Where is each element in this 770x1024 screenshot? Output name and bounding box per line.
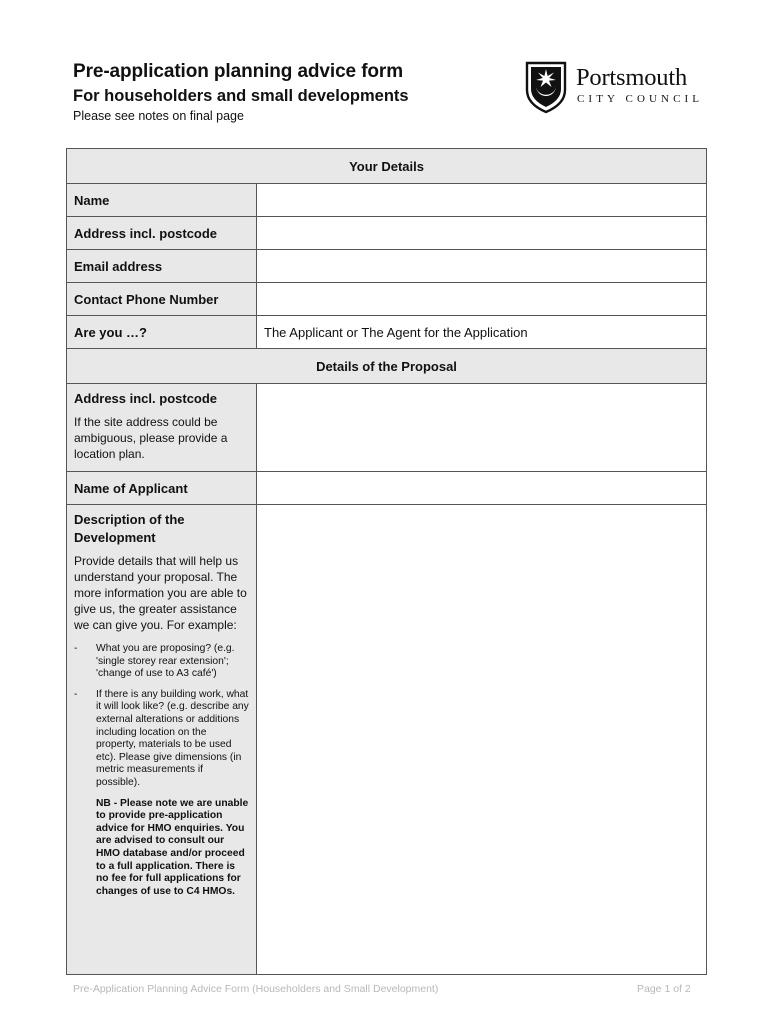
example-1-text: What you are proposing? (e.g. 'single storey rear extension'; 'change of use to A3 café') xyxy=(96,643,235,680)
hmo-note: NB - Please note we are unable to provide pre-application advice for HMO enquiries. You are advised to consult our HMO database and/or proceed to a full application. There is no fee for full applications for changes of use to C4 HMOs. xyxy=(96,797,249,897)
form-subtitle: For householders and small developments xyxy=(73,87,409,105)
description-help: Provide details that will help us understand your proposal. The more information you are able to give us, the greater assistance we can give you. For example: xyxy=(74,554,247,632)
council-logo xyxy=(524,60,714,120)
examples-list xyxy=(74,643,249,790)
form-title: Pre-application planning advice form xyxy=(73,61,404,82)
footer-document-name: Pre-Application Planning Advice Form (Householders and Small Development) xyxy=(73,983,439,995)
email-field[interactable] xyxy=(257,250,707,283)
are-you-field[interactable]: The Applicant or The Agent for the Application xyxy=(257,316,707,349)
section-proposal: Details of the Proposal xyxy=(67,349,707,384)
email-label: Email address xyxy=(67,250,257,283)
description-cell xyxy=(67,505,257,975)
pre-application-form xyxy=(66,148,707,975)
phone-label: Contact Phone Number xyxy=(67,283,257,316)
example-2-text: If there is any building work, what it will look like? (e.g. describe any external alterations or additions including location on the property, materials to be used etc). Please give dimensions (in metric measurements if possible). xyxy=(96,688,249,788)
name-label: Name xyxy=(67,184,257,217)
logo-name: Portsmouth xyxy=(576,64,687,91)
site-address-label: Address incl. postcode xyxy=(74,391,218,406)
address-field[interactable] xyxy=(257,217,707,250)
section-your-details: Your Details xyxy=(67,149,707,184)
footer-page-number: Page 1 of 2 xyxy=(637,983,691,995)
crescent-star-shield-icon xyxy=(524,60,568,114)
are-you-label: Are you …? xyxy=(67,316,257,349)
name-field[interactable] xyxy=(257,184,707,217)
applicant-field[interactable] xyxy=(257,472,707,505)
site-address-help: If the site address could be ambiguous, please provide a location plan. xyxy=(74,415,228,461)
list-item: - What you are proposing? (e.g. 'single storey rear extension'; 'change of use to A3 café') xyxy=(74,643,235,680)
site-address-field[interactable] xyxy=(257,384,707,472)
applicant-label: Name of Applicant xyxy=(67,472,257,505)
phone-field[interactable] xyxy=(257,283,707,316)
description-label: Description of the Development xyxy=(74,512,185,545)
description-field[interactable] xyxy=(257,505,707,975)
site-address-cell xyxy=(67,384,257,472)
logo-council: CITY COUNCIL xyxy=(577,93,704,105)
address-label: Address incl. postcode xyxy=(67,217,257,250)
list-item: - If there is any building work, what it will look like? (e.g. describe any external alterations or additions including location on the property, materials to be used etc). Please give dimensions (in metric measurements if possible). xyxy=(74,688,249,788)
form-note: Please see notes on final page xyxy=(73,109,244,123)
